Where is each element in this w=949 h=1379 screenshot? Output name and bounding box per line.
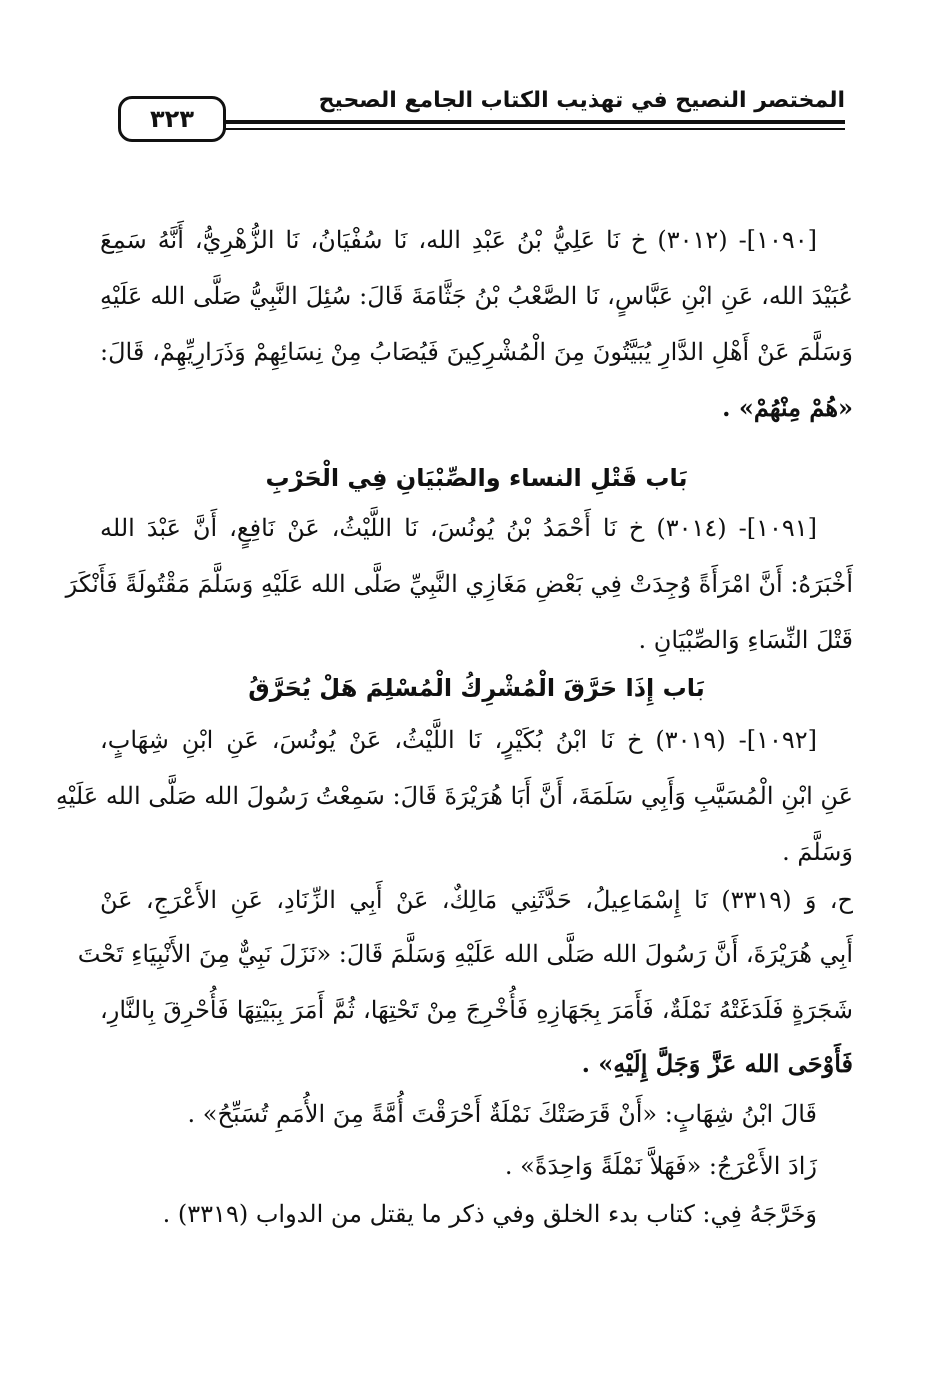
text-line: ح، وَ (٣٣١٩) نَا إِسْمَاعِيلُ، حَدَّثَنِي مَالِكٌ، عَنْ أَبِي الزِّنَادِ، عَنِ الأَعْرَجِ، عَنْ: [100, 886, 853, 914]
text-line: وَسَلَّمَ .: [782, 838, 853, 866]
text-line: «هُمْ مِنْهُمْ» .: [722, 393, 853, 422]
text-line: وَسَلَّمَ عَنْ أَهْلِ الدَّارِ يُبَيَّتُونَ مِنَ الْمُشْرِكِينَ فَيُصَابُ مِنْ نِسَائِهِمْ وَذَرَارِيِّهِمْ، قَالَ:: [100, 338, 853, 366]
text-line: وَخَرَّجَهُ فِي: كتاب بدء الخلق وفي ذكر ما يقتل من الدواب (٣٣١٩) .: [162, 1200, 817, 1228]
page-number: ٣٢٣: [118, 96, 226, 142]
text-line: زَادَ الأَعْرَجُ: «فَهَلاَّ نَمْلَةً وَاحِدَةً» .: [504, 1152, 817, 1180]
text-line: أَخْبَرَهُ: أَنَّ امْرَأَةً وُجِدَتْ فِي بَعْضِ مَغَازِي النَّبِيِّ صَلَّى الله عَلَيْهِ وَسَلَّمَ مَقْتُولَةً فَأَنْكَرَ: [65, 570, 853, 598]
text-line: قَالَ ابْنُ شِهَابٍ: «أَنْ قَرَصَتْكَ نَمْلَةٌ أَحْرَقْتَ أُمَّةً مِنَ الأُمَمِ تُسَبِّحُ» .: [187, 1100, 817, 1128]
header-rule-thick: [205, 120, 845, 124]
text-line: فَأَوْحَى الله عَزَّ وَجَلَّ إِلَيْهِ» .: [581, 1049, 853, 1078]
text-line: عُبَيْدَ الله، عَنِ ابْنِ عَبَّاسٍ، نَا الصَّعْبُ بْنُ جَثَّامَةَ قَالَ: سُئِلَ النَّبِيُّ صَلَّى الله عَلَيْهِ: [100, 282, 853, 310]
text-line: أَبِي هُرَيْرَةَ، أَنَّ رَسُولَ الله صَلَّى الله عَلَيْهِ وَسَلَّمَ قَالَ: «نَزَلَ نَبِيٌّ مِنَ الأَنْبِيَاءِ تَحْتَ: [77, 940, 853, 968]
text-line: [١٠٩٢]- (٣٠١٩) خ نَا ابْنُ بُكَيْرٍ، نَا اللَّيْثُ، عَنْ يُونُسَ، عَنِ ابْنِ شِهَابٍ،: [100, 726, 817, 754]
header-rule-thin: [205, 128, 845, 130]
chapter-heading: بَاب إِذَا حَرَّقَ الْمُشْرِكُ الْمُسْلِمَ هَلْ يُحَرَّقُ: [248, 674, 705, 702]
chapter-heading: بَاب قَتْلِ النساء والصِّبْيَانِ فِي الْحَرْبِ: [265, 464, 688, 492]
text-line: عَنِ ابْنِ الْمُسَيَّبِ وَأَبِي سَلَمَةَ، أَنَّ أَبَا هُرَيْرَةَ قَالَ: سَمِعْتُ رَسُولَ الله صَلَّى الله عَلَيْهِ: [55, 782, 853, 810]
text-line: شَجَرَةٍ فَلَدَغَتْهُ نَمْلَةٌ، فَأَمَرَ بِجَهَازِهِ فَأُخْرِجَ مِنْ تَحْتِهَا، ثُمَّ أَمَرَ بِبَيْتِهَا فَأُحْرِقَ بِالنَّارِ،: [100, 996, 853, 1024]
text-line: قَتْلَ النِّسَاءِ وَالصِّبْيَانِ .: [638, 626, 853, 654]
text-line: [١٠٩٠]- (٣٠١٢) خ نَا عَلِيُّ بْنُ عَبْدِ الله، نَا سُفْيَانُ، نَا الزُّهْرِيُّ، أَنَّهُ سَمِعَ: [100, 226, 817, 254]
text-line: [١٠٩١]- (٣٠١٤) خ نَا أَحْمَدُ بْنُ يُونُسَ، نَا اللَّيْثُ، عَنْ نَافِعٍ، أَنَّ عَبْدَ الله: [100, 514, 817, 542]
running-title: المختصر النصيح في تهذيب الكتاب الجامع الصحيح: [318, 88, 845, 113]
